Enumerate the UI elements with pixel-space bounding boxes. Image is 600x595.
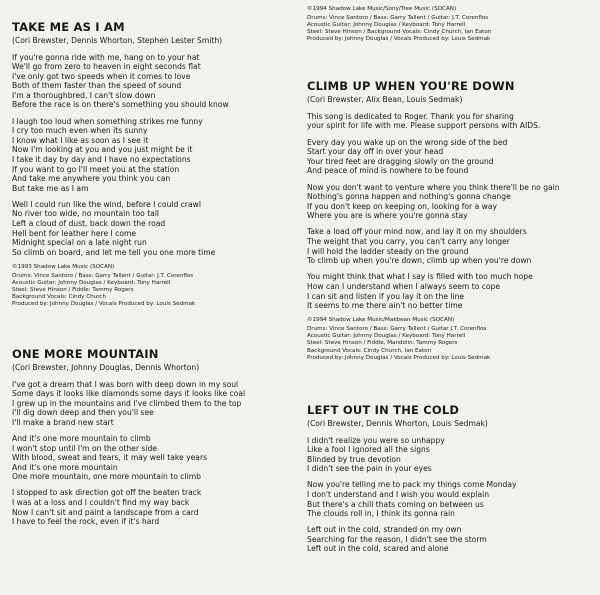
lyric-line: I didn't see the pain in your eyes	[307, 464, 432, 474]
dedication-line: This song is dedicated to Roger. Thank you for sharing	[307, 111, 514, 121]
lyric-line: Now I can't sit and paint a landscape from a card	[12, 507, 199, 517]
lyric-line: And it's one more mountain	[12, 462, 118, 472]
lyric-line: But there's a chill thats coming on between us	[307, 499, 484, 509]
lyric-line: Your tired feet are dragging slowly on the ground	[307, 156, 494, 166]
copyright-notice: ©1994 Shadow Lake Music/Makbean Music (SOCAN)	[307, 317, 455, 324]
lyric-line: The clouds roll in, I think its gonna rain	[307, 509, 455, 519]
credit-line: Background Vocals: Cindy Church, Ian Eaton	[307, 347, 432, 354]
lyric-line: I don't understand and I wish you would explain	[307, 489, 490, 499]
lyric-line: I'm a thoroughbred, I can't slow down	[12, 90, 156, 100]
song-credits	[307, 317, 593, 362]
lyric-line: I laugh too loud when something strikes me funny	[12, 116, 203, 126]
lyric-line: I won't stop until I'm on the other side	[12, 443, 157, 453]
lyric-line: And take me anywhere you think you can	[12, 174, 171, 184]
song-left-out-in-the-cold	[307, 404, 593, 561]
lyric-line: Nothing's gonna happen and nothing's gonna change	[307, 192, 511, 202]
song-climb-up-when-youre-down	[307, 80, 593, 362]
verse	[307, 272, 593, 310]
verse	[307, 183, 593, 221]
verse	[12, 380, 298, 428]
lyric-line: Hell bent for leather here I come	[12, 228, 137, 238]
credit-line: Background Vocals: Cindy Church	[12, 294, 107, 301]
lyric-line: Left a cloud of dust, back down the road	[12, 219, 166, 228]
lyric-line: Start your day off in over your head	[307, 147, 444, 157]
lyric-line: I didn't realize you were so unhappy	[307, 435, 445, 445]
credit-line: Acoustic Guitar: Johnny Douglas / Keyboard: Tony Harrell	[12, 280, 171, 287]
lyric-line: I can sit and listen if you lay it on the line	[307, 291, 465, 301]
lyric-line: Some days it looks like diamonds some days it looks like coal	[12, 389, 246, 399]
credit-line: Produced by: Johnny Douglas / Vocals Produced by: Louis Sedmak	[12, 301, 196, 308]
lyric-line: If you want to go I'll meet you at the station	[12, 164, 180, 174]
verse	[12, 117, 298, 194]
lyric-line: Before the race is on there's something you should know	[12, 100, 229, 110]
lyric-line: I have to feel the rock, even if it's hard	[12, 517, 160, 527]
lyric-line: Both of them faster than the speed of sound	[12, 81, 182, 91]
lyric-line: It seems to me there ain't no better time	[307, 301, 463, 311]
song-title: ONE MORE MOUNTAIN	[12, 347, 159, 361]
song-credits	[12, 264, 298, 309]
lyric-line: No river too wide, no mountain too tall	[12, 209, 160, 219]
lyric-line: I will hold the ladder steady on the ground	[307, 246, 469, 256]
credit-line: Steel: Steve Hinson / Fiddle, Mandolin: Tammy Rogers	[307, 340, 458, 347]
verse	[307, 227, 593, 265]
lyric-line: Every day you wake up on the wrong side of the bed	[307, 137, 508, 147]
lyric-line: Left out in the cold, stranded on my own	[307, 525, 462, 535]
lyric-line: With blood, sweat and tears, it may well take years	[12, 453, 208, 463]
credit-line: Produced by: Johnny Douglas / Vocals Produced by: Louis Sedmak	[307, 36, 491, 43]
credit-line: Acoustic Guitar: Johnny Douglas / Keyboard: Tony Harrell	[307, 333, 466, 340]
credit-line: Drums: Vince Santoro / Bass: Garry Tallent / Guitar J.T. Corenflos	[307, 326, 487, 333]
song-writers: (Cori Brewster, Dennis Whorton, Stephen Lester Smith)	[12, 36, 223, 45]
song-writers: (Cori Brewster, Johnny Douglas, Dennis Whorton)	[12, 363, 200, 372]
lyric-line: Now I'm looking at you and you just might be it	[12, 145, 193, 155]
lyric-line: I stopped to ask direction got off the beaten track	[12, 488, 202, 498]
song-one-more-mountain	[12, 348, 298, 533]
dedication	[307, 112, 593, 131]
lyric-line: Blinded by true devotion	[307, 454, 401, 464]
lyric-line: I've got a dream that I was born with deep down in my soul	[12, 379, 239, 389]
lyric-line: Like a fool I ignored all the signs	[307, 445, 430, 455]
lyric-line: Searching for the reason, I didn't see the storm	[307, 534, 487, 544]
lyric-line: I've only got two speeds when it comes to love	[12, 71, 191, 81]
lyric-line: I cry too much even when its sunny	[12, 126, 148, 136]
lyric-line: I know what I like as soon as I see it	[12, 135, 149, 145]
previous-song-credits	[307, 6, 593, 43]
credit-line: Drums: Vince Santoro / Bass: Garry Tallent / Guitar: J.T. Corenflos	[307, 15, 489, 22]
lyric-line: And it's one more mountain to climb	[12, 433, 151, 443]
lyric-line: I grew up in the mountains and I've climbed them to the top	[12, 398, 242, 408]
credit-line: Steel: Steve Hinson / Background Vocals: Cindy Church, Ian Eaton	[307, 29, 492, 36]
lyric-line: Where you are is where you're gonna stay	[307, 211, 468, 221]
verse	[12, 53, 298, 111]
lyric-line: I'll dig down deep and then you'll see	[12, 408, 154, 418]
song-take-me-as-i-am	[12, 21, 298, 308]
credit-line: Acoustic Guitar: Johnny Douglas / Keyboard: Tony Harrell	[307, 22, 466, 29]
lyric-line: To climb up when you're down, climb up when you're down	[307, 256, 532, 266]
lyric-line: I take it day by day and I have no expectations	[12, 154, 191, 164]
credit-line: Drums: Vince Santoro / Bass: Garry Tallent / Guitar: J.T. Corenflos	[12, 272, 194, 279]
lyric-line: How can I understand when I always seem to cope	[307, 281, 501, 291]
song-credits	[307, 6, 593, 43]
verse	[307, 436, 593, 474]
verse	[12, 434, 298, 482]
lyric-line: One more mountain, one more mountain to climb	[12, 472, 201, 482]
verse	[12, 200, 298, 258]
credit-line: Produced by: Johnny Douglas / Vocals Produced by: Louis Sedmak	[307, 354, 491, 361]
lyric-line: I'll make a brand new start	[12, 417, 114, 427]
lyric-line: If you don't keep on keeping on, looking for a way	[307, 201, 497, 211]
verse	[307, 480, 593, 518]
lyric-line: And peace of mind is nowhere to be found	[307, 166, 469, 176]
lyric-line: Left out in the cold, scared and alone	[307, 544, 449, 554]
copyright-notice: ©1994 Shadow Lake Music/Sony/Tree Music (SOCAN)	[307, 6, 457, 12]
song-title: CLIMB UP WHEN YOU'RE DOWN	[307, 79, 515, 93]
lyric-line: But take me as I am	[12, 183, 89, 193]
credit-line: Steel: Steve Hinson / Fiddle: Tammy Rogers	[12, 287, 134, 294]
lyric-line: The weight that you carry, you can't carry any longer	[307, 237, 510, 247]
lyric-line: So climb on board, and let me tell you one more time	[12, 247, 216, 257]
song-writers: (Cori Brewster, Alix Bean, Louis Sedmak)	[307, 95, 463, 104]
lyric-line: We'll go from zero to heaven in eight seconds flat	[12, 62, 201, 72]
lyric-line: Well I could run like the wind, before I could crawl	[12, 199, 202, 209]
song-writers: (Cori Brewster, Dennis Whorton, Louis Sedmak)	[307, 419, 488, 428]
lyric-line: If you're gonna ride with me, hang on to your hat	[12, 52, 200, 62]
dedication-line: your spirit for life with me. Please support persons with AIDS.	[307, 121, 541, 131]
lyric-line: Now you're telling me to pack my things come Monday	[307, 480, 517, 490]
lyric-line: Midnight special on a late night run	[12, 238, 147, 248]
lyric-line: Now you don't want to venture where you think there'll be no gain	[307, 182, 560, 192]
verse	[12, 488, 298, 526]
lyric-line: You might think that what I say is filled with too much hope	[307, 272, 533, 282]
verse	[307, 525, 593, 554]
lyric-line: I was at a loss and I couldn't find my way back	[12, 498, 190, 508]
lyric-line: Take a load off your mind now, and lay it on my shoulders	[307, 227, 527, 237]
song-title: LEFT OUT IN THE COLD	[307, 403, 460, 417]
copyright-notice: ©1993 Shadow Lake Music (SOCAN)	[12, 263, 115, 270]
verse	[307, 138, 593, 176]
song-title: TAKE ME AS I AM	[12, 20, 125, 34]
